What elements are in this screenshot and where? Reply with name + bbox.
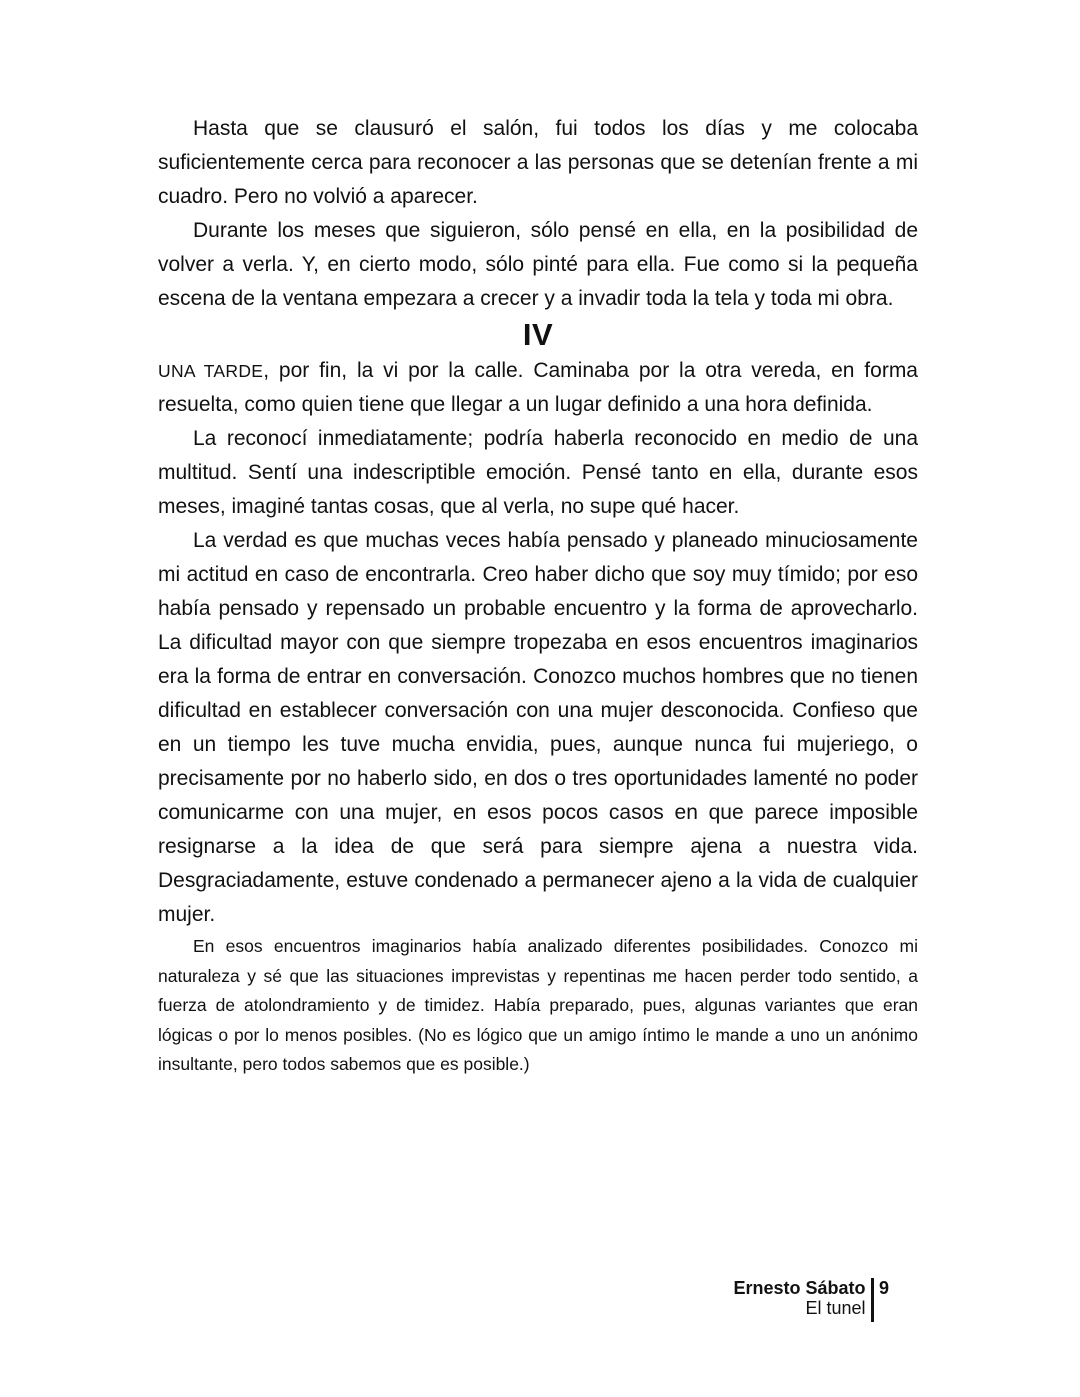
paragraph-en-esos: En esos encuentros imaginarios había analizado diferentes posibilidades. Conozco mi naturaleza y sé que las situaciones imprevistas y repentinas me hacen perder todo sentido, a fuerza de atolondramiento y de timidez. Había preparado, pues, algunas variantes que eran lógicas o por lo menos posibles. (No es lógico que un amigo íntimo le mande a uno un anónimo insultante, pero todos sabemos que es posible.)	[158, 936, 918, 1074]
footer-author: Ernesto Sábato	[733, 1278, 866, 1298]
paragraph-una-tarde	[158, 354, 918, 422]
paragraph-durante: Durante los meses que siguieron, sólo pensé en ella, en la posibilidad de volver a verla. Y, en cierto modo, sólo pinté para ella. Fue como si la pequeña escena de la ventana empezara a crecer y a invadir toda la tela y toda mi obra.	[158, 219, 918, 310]
paragraph-la-verdad: La verdad es que muchas veces había pensado y planeado minuciosamente mi actitud en caso de encontrarla. Creo haber dicho que soy muy tímido; por eso había pensado y repensado un probable encuentro y la forma de aprovecharlo. La dificultad mayor con que siempre tropezaba en esos encuentros imaginarios era la forma de entrar en conversación. Conozco muchos hombres que no tienen dificultad en establecer conversación con una mujer desconocida. Confieso que en un tiempo les tuve mucha envidia, pues, aunque nunca fui mujeriego, o precisamente por no haberlo sido, en dos o tres oportunidades lamenté no poder comunicarme con una mujer, en esos pocos casos en que parece imposible resignarse a la idea de que será para siempre ajena a nuestra vida. Desgraciadamente, estuve condenado a permanecer ajeno a la vida de cualquier mujer.	[158, 529, 918, 926]
footer-text	[733, 1278, 871, 1322]
lead-in-small-caps: UNA TARDE	[158, 361, 264, 381]
page-footer	[733, 1278, 889, 1322]
paragraph-hasta: Hasta que se clausuró el salón, fui todos los días y me colocaba suficientemente cerca para reconocer a las personas que se detenían frente a mi cuadro. Pero no volvió a aparecer.	[158, 117, 918, 208]
chapter-heading-iv: IV	[522, 317, 554, 352]
footer-page-number: 9	[878, 1278, 889, 1298]
footer-book-title: El tunel	[805, 1298, 866, 1318]
paragraph-una-tarde-rest: , por fin, la vi por la calle. Caminaba por la otra vereda, en forma resuelta, como quien tiene que llegar a un lugar definido a una hora definida.	[158, 359, 918, 416]
paragraph-la-reconoci: La reconocí inmediatamente; podría haberla reconocido en medio de una multitud. Sentí una indescriptible emoción. Pensé tanto en ella, durante esos meses, imaginé tantas cosas, que al verla, no supe qué hacer.	[158, 427, 918, 518]
text-block	[158, 0, 918, 1080]
